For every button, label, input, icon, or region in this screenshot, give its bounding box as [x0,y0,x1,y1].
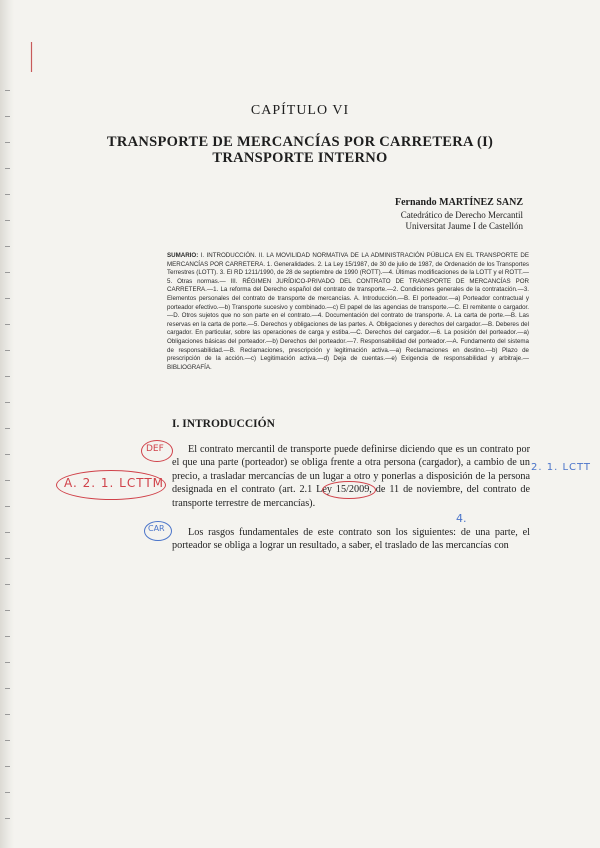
chapter-label: CAPÍTULO VI [250,103,350,118]
binding-edge-marks [2,0,12,848]
edge-tick [5,220,10,221]
chapter-title-line-2: TRANSPORTE INTERNO [212,150,388,166]
edge-tick [5,636,10,637]
paragraph-1: El contrato mercantil de transporte puede definirse diciendo que es un contrato por el que una parte (porteador) se obliga frente a otra persona (cargador), a cambio de un precio, a trasladar mercancías de un lugar a otro y ponerlas a disposición de la persona designada en el contrato (art. 2.1 Ley 15/2009, de 11 de noviembre, del contrato de transporte terrestre de mercancías). [172,444,530,509]
edge-tick [5,298,10,299]
edge-tick [5,558,10,559]
edge-tick [5,168,10,169]
edge-tick [5,714,10,715]
edge-tick [5,662,10,663]
annotation-car: CAR [148,524,165,533]
annotation-right-ref: 2. 1. LCTT [531,462,592,473]
annotation-number-4: 4. [456,512,467,525]
edge-tick [5,428,10,429]
edge-tick [5,350,10,351]
edge-tick [5,506,10,507]
summary-lead: SUMARIO: [167,252,199,259]
author-affiliation-1: Catedrático de Derecho Mercantil [400,210,523,220]
edge-tick [5,90,10,91]
annotation-def: DEF [146,444,164,454]
edge-tick [5,818,10,819]
section-heading: I. INTRODUCCIÓN [172,418,275,430]
edge-tick [5,688,10,689]
edge-tick [5,272,10,273]
edge-tick [5,402,10,403]
edge-tick [5,740,10,741]
edge-tick [5,194,10,195]
pencil-mark [30,42,33,72]
paragraph-2: Los rasgos fundamentales de este contrato son los siguientes: de una parte, el porteador se obliga a lograr un resultado, a saber, el traslado de las mercancías con [172,527,530,552]
author-name: Fernando MARTÍNEZ SANZ [395,197,523,208]
chapter-title-line-1: TRANSPORTE DE MERCANCÍAS POR CARRETERA (I) [106,134,494,150]
annotation-margin-ref: A. 2. 1. LCTTM [64,476,165,490]
summary-text: I. INTRODUCCIÓN. II. LA MOVILIDAD NORMATIVA DE LA ADMINISTRACIÓN PÚBLICA EN EL TRANSPORTE DE MERCANCÍAS POR CARRETERA. 1. Generalidades. 2. La Ley 15/1987, de 30 de julio de 1987, de Ordenación de los Transportes Terrestres (LOTT). 3. El RD 1211/1990, de 28 de septiembre de 1990 (ROTT).—4. Últimas modificaciones de la LOTT y el ROTT.—5. Otras normas.— III. RÉGIMEN JURÍDICO-PRIVADO DEL CONTRATO DE TRANSPORTE DE MERCANCÍAS POR CARRETERA.—1. La reforma del Derecho español del contrato de transporte.—2. Condiciones generales de la contratación.—3. Elementos personales del contrato de transporte de mercancías. A. Introducción.—B. El porteador.—a) Porteador contractual y porteador efectivo.—b) Transporte sucesivo y combinado.—c) El papel de las agencias de transporte.—C. El remitente o cargador.—D. Otros sujetos que no son parte en el contrato.—4. Documentación del contrato de transporte. A. La carta de porte.—B. Las reservas en la carta de porte.—5. Derechos y obligaciones de las partes. A. Obligaciones y derechos del cargador.—B. Deberes del cargador. En particular, sobre las operaciones de carga y estiba.—C. Derechos del cargador.—6. La posición del porteador.—a) Obligaciones básicas del porteador.—b) Derechos del porteador.—7. Responsabilidad del porteador.—A. Fundamento del sistema de responsabilidad.—B. Reclamaciones, prescripción y legitimación activa.—a) Reclamaciones en destino.—b) Plazo de prescripción de la acción.—c) Legitimación activa.—d) Deja de cuentas.—e) Exigencia de responsabilidad y arbitraje.—BIBLIOGRAFÍA. [167,252,529,371]
edge-tick [5,376,10,377]
edge-tick [5,766,10,767]
chapter-summary [167,252,529,372]
edge-tick [5,324,10,325]
author-affiliation-2: Universitat Jaume I de Castellón [405,221,523,231]
edge-tick [5,610,10,611]
edge-tick [5,480,10,481]
annotation-art-circle [322,481,376,499]
edge-tick [5,454,10,455]
edge-tick [5,584,10,585]
edge-tick [5,532,10,533]
edge-tick [5,792,10,793]
edge-tick [5,246,10,247]
